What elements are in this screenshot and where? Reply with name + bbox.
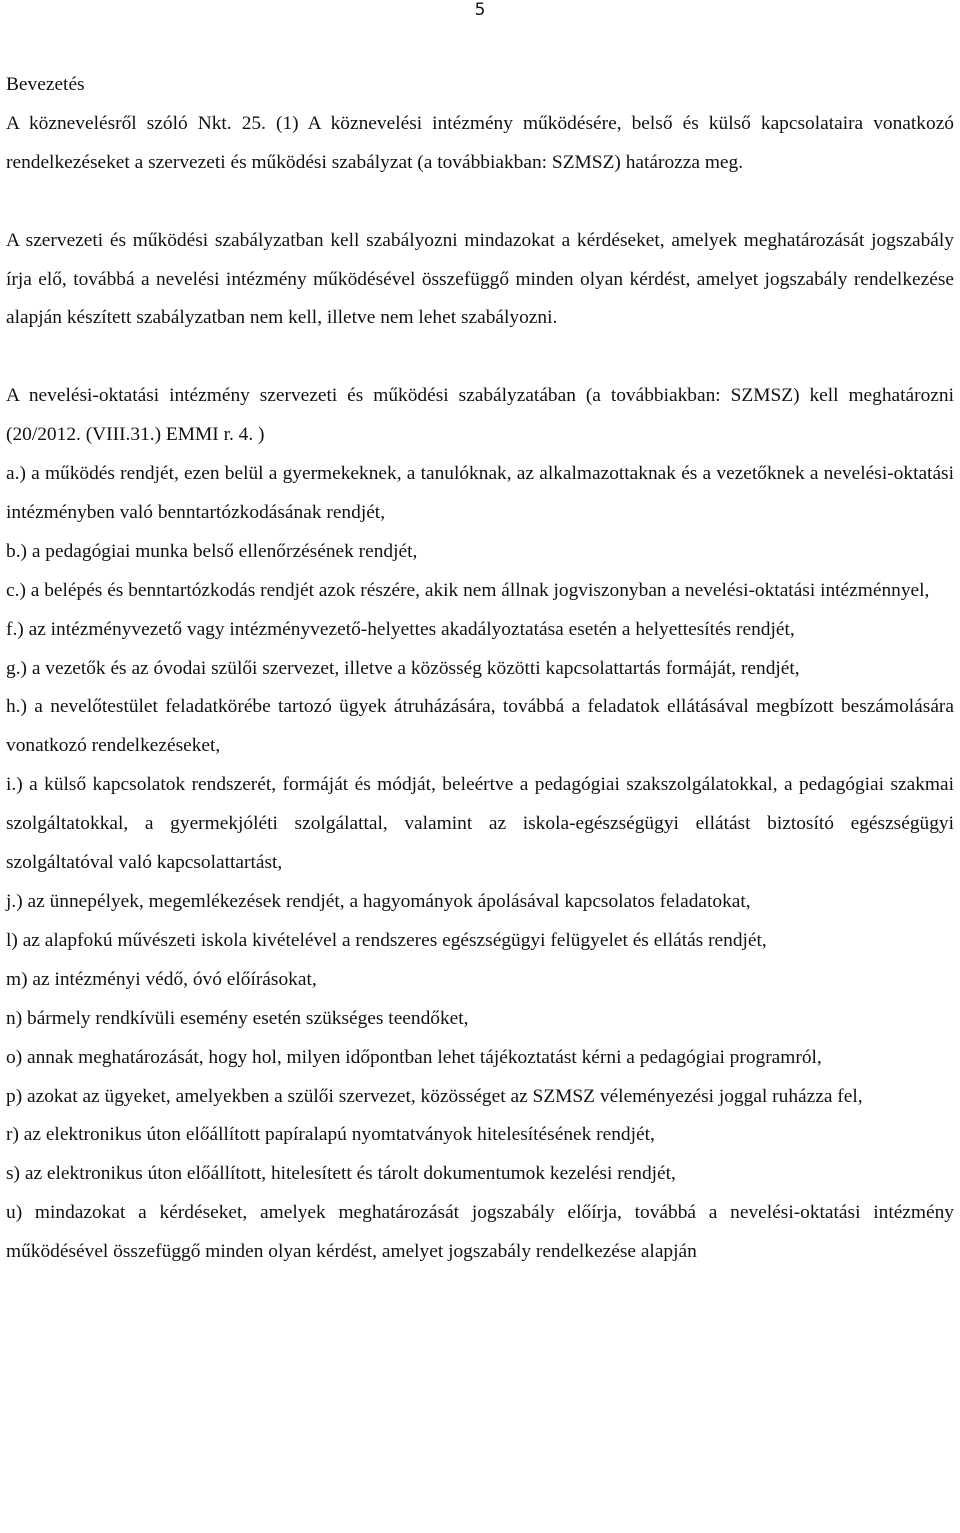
requirements-group	[6, 377, 954, 1272]
list-item-i: i.) a külső kapcsolatok rendszerét, formáját és módját, beleértve a pedagógiai szakszolgálatokkal, a pedagógiai szakmai szolgáltatokkal, a gyermekjóléti szolgálattal, valamint az iskola-egészségügyi ellátást biztosító egészségügyi szolgáltatóval való kapcsolattartást,	[6, 774, 954, 874]
paragraph-requirements-intro: A nevelési-oktatási intézmény szervezeti és működési szabályzatában (a továbbiakban: SZMSZ) kell meghatározni (20/2012. (VIII.31.) EMMI r. 4. )	[6, 385, 954, 446]
list-item-m: m) az intézményi védő, óvó előírásokat,	[6, 968, 317, 990]
list-item-l: l) az alapfokú művészeti iskola kivételével a rendszeres egészségügyi felügyelet és ellátás rendjét,	[6, 929, 767, 951]
list-item-o: o) annak meghatározását, hogy hol, milyen időpontban lehet tájékoztatást kérni a pedagógiai programról,	[6, 1046, 822, 1068]
page-number: 5	[474, 0, 486, 20]
list-item-s: s) az elektronikus úton előállított, hitelesített és tárolt dokumentumok kezelési rendjét,	[6, 1163, 676, 1185]
scope-paragraph-group	[6, 222, 954, 339]
list-item-c: c.) a belépés és benntartózkodás rendjét azok részére, akik nem állnak jogviszonyban a nevelési-oktatási intézménnyel,	[6, 579, 930, 601]
document-body	[6, 66, 954, 1272]
list-item-j: j.) az ünnepélyek, megemlékezések rendjét, a hagyományok ápolásával kapcsolatos feladatokat,	[6, 890, 751, 912]
list-item-p: p) azokat az ügyeket, amelyekben a szülői szervezet, közösséget az SZMSZ véleményezési joggal ruházza fel,	[6, 1085, 863, 1107]
list-item-u: u) mindazokat a kérdéseket, amelyek meghatározását jogszabály előírja, továbbá a nevelési-oktatási intézmény működésével összefüggő minden olyan kérdést, amelyet jogszabály rendelkezése alapján	[6, 1202, 954, 1263]
intro-paragraph-group	[6, 105, 954, 183]
list-item-g: g.) a vezetők és az óvodai szülői szervezet, illetve a közösség közötti kapcsolattartás formáját, rendjét,	[6, 657, 800, 679]
list-item-b: b.) a pedagógiai munka belső ellenőrzésének rendjét,	[6, 540, 418, 562]
paragraph-nkt-reference: A köznevelésről szóló Nkt. 25. (1) A köznevelési intézmény működésére, belső és külső kapcsolataira vonatkozó rendelkezéseket a szervezeti és működési szabályzat (a továbbiakban: SZMSZ) határozza meg.	[6, 112, 954, 173]
list-item-h: h.) a nevelőtestület feladatkörébe tartozó ügyek átruházására, továbbá a feladatok ellátásával megbízott beszámolására vonatkozó rendelkezéseket,	[6, 696, 954, 757]
list-item-a: a.) a működés rendjét, ezen belül a gyermekeknek, a tanulóknak, az alkalmazottaknak és a vezetőknek a nevelési-oktatási intézményben való benntartózkodásának rendjét,	[6, 463, 954, 523]
list-item-f: f.) az intézményvezető vagy intézményvezető-helyettes akadályoztatása esetén a helyettesítés rendjét,	[6, 618, 795, 640]
list-item-r: r) az elektronikus úton előállított papíralapú nyomtatványok hitelesítésének rendjét,	[6, 1124, 655, 1146]
list-item-n: n) bármely rendkívüli esemény esetén szükséges teendőket,	[6, 1007, 469, 1029]
paragraph-regulation-scope: A szervezeti és működési szabályzatban kell szabályozni mindazokat a kérdéseket, amelyek meghatározását jogszabály írja elő, továbbá a nevelési intézmény működésével összefüggő minden olyan kérdést, amelyet jogszabály rendelkezése alapján készített szabályzatban nem kell, illetve nem lehet szabályozni.	[6, 229, 954, 329]
section-heading: Bevezetés	[6, 74, 85, 95]
